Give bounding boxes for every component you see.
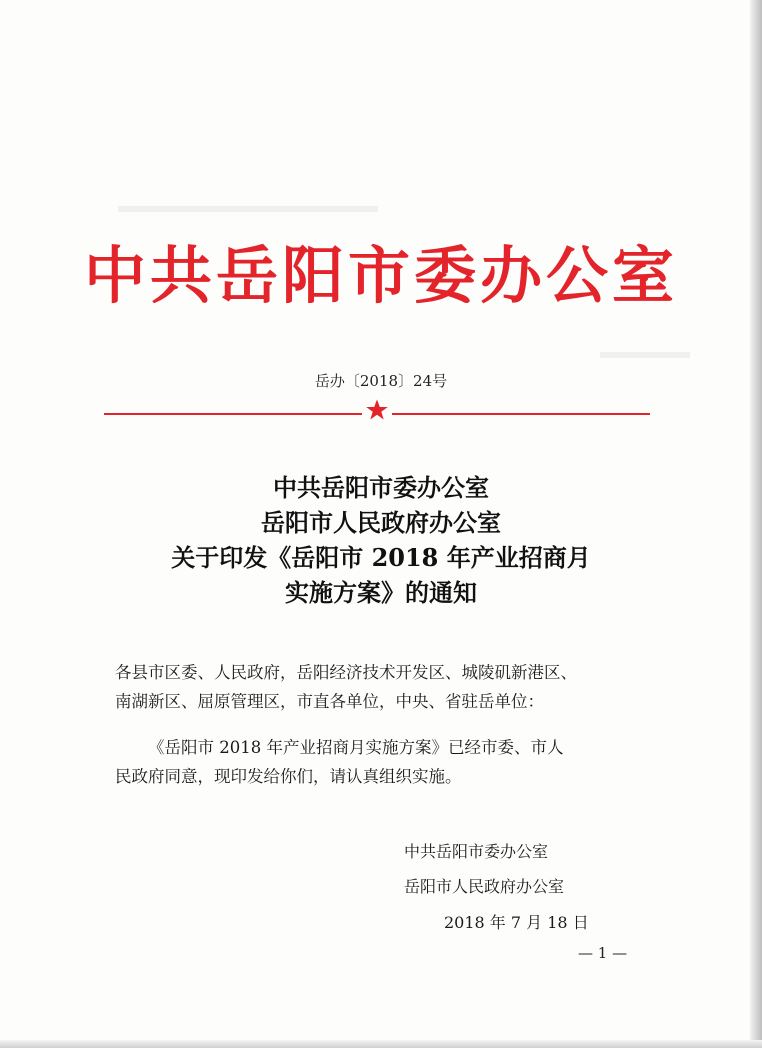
- red-divider-right: [392, 413, 650, 415]
- signature-date: 2018 年 7 月 18 日: [444, 913, 589, 932]
- body-line: 民政府同意，现印发给你们，请认真组织实施。: [115, 767, 462, 786]
- star-icon: [365, 398, 389, 422]
- bleed-through-mark: [600, 352, 690, 358]
- title-line: 实施方案》的通知: [285, 578, 477, 607]
- body-paragraph: [115, 733, 655, 791]
- signature-org-party: 中共岳阳市委办公室: [404, 842, 549, 861]
- signature-org-government: 岳阳市人民政府办公室: [404, 877, 565, 896]
- recipients-block: [115, 658, 655, 716]
- title-line: 中共岳阳市委办公室: [273, 473, 489, 502]
- issuing-authority-header: 中共岳阳市委办公室: [83, 239, 678, 312]
- recipients-line: 南湖新区、屈原管理区，市直各单位，中央、省驻岳单位：: [115, 692, 544, 711]
- scan-bottom-shadow: [0, 1040, 762, 1048]
- red-divider-left: [104, 413, 362, 415]
- bleed-through-mark: [118, 206, 378, 212]
- document-title: [0, 470, 762, 610]
- recipients-line: 各县市区委、人民政府，岳阳经济技术开发区、城陵矶新港区、: [115, 663, 577, 682]
- page-number: — 1 —: [578, 944, 628, 962]
- title-line: 岳阳市人民政府办公室: [261, 508, 501, 537]
- document-number: 岳办〔2018〕24号: [314, 372, 448, 390]
- body-line: 《岳阳市 2018 年产业招商月实施方案》已经市委、市人: [148, 738, 564, 757]
- title-line: 关于印发《岳阳市 2018 年产业招商月: [171, 543, 591, 572]
